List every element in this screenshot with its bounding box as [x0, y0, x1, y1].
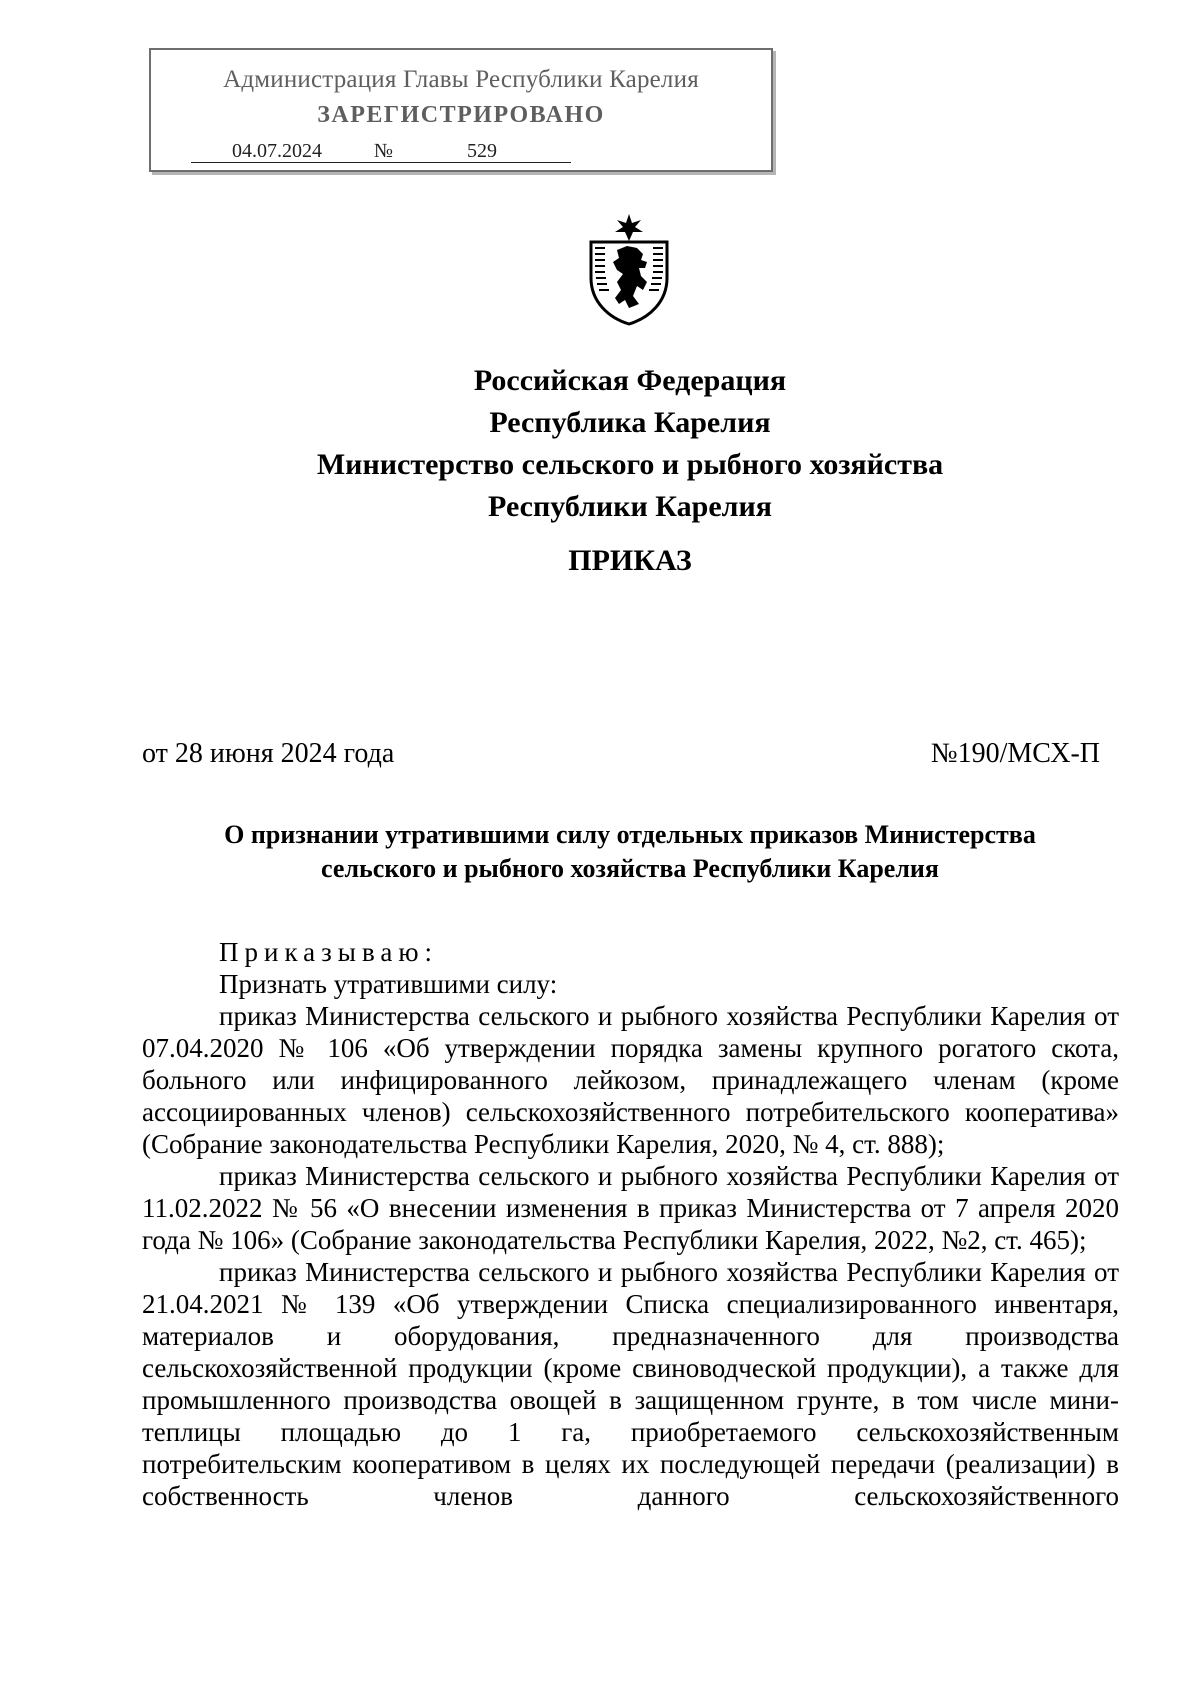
ministry-heading-line1: Министерство сельского и рыбного хозяйства — [316, 448, 944, 481]
order-title-line1: О признании утратившими силу отдельных приказов Министерства — [224, 820, 1036, 849]
ministry-heading-line2: Республики Карелия — [488, 490, 772, 523]
karelia-coat-of-arms-icon — [583, 212, 675, 326]
stamp-number: 529 — [393, 140, 571, 163]
region-heading: Республика Карелия — [489, 406, 771, 439]
repealed-order-3: приказ Министерства сельского и рыбного хозяйства Республики Карелия от 21.04.2021 № 139 «Об утверждении Списка специализированного инвентаря, материалов и оборудования, предназначенного для производства сельскохозяйственной продукции (кроме свиноводческой продукции), а также для промышленного производства овощей в защищенном грунте, в том числе мини-теплицы площадью до 1 га, приобретаемого сельскохозяйственным потребительским кооперативом в целях их последующей передачи (реализации) в собственность членов данного сельскохозяйственного — [142, 1257, 1119, 1511]
order-body — [142, 936, 1119, 1512]
stamp-status: ЗАРЕГИСТРИРОВАНО — [317, 102, 605, 128]
stamp-number-label: № — [363, 140, 393, 163]
stamp-registration-row — [191, 140, 571, 163]
repealed-order-1: приказ Министерства сельского и рыбного хозяйства Республики Карелия от 07.04.2020 № 106 «Об утверждении порядка замены крупного рогатого скота, больного или инфицированного лейкозом, принадлежащего членам (кроме ассоциированных членов) сельскохозяйственного потребительского кооператива» (Собрание законодательства Республики Карелия, 2020, № 4, ст. 888); — [142, 1001, 1119, 1159]
order-date-line — [142, 738, 1100, 778]
registration-stamp — [149, 48, 773, 172]
order-date: от 28 июня 2024 года — [142, 738, 395, 769]
order-number: №190/МСХ-П — [930, 738, 1100, 769]
stamp-authority: Администрация Главы Республики Карелия — [223, 66, 699, 93]
country-heading: Российская Федерация — [473, 364, 787, 397]
stamp-date: 04.07.2024 — [191, 140, 363, 163]
repealed-order-2: приказ Министерства сельского и рыбного хозяйства Республики Карелия от 11.02.2022 № 56 «О внесении изменения в приказ Министерства от 7 апреля 2020 года № 106» (Собрание законодательства Республики Карелия, 2022, №2, ст. 465); — [142, 1161, 1119, 1255]
order-title-line2: сельского и рыбного хозяйства Республики Карелия — [321, 854, 939, 883]
order-intro: Признать утратившими силу: — [219, 969, 558, 999]
order-directive: Приказываю: — [219, 937, 438, 967]
document-type-heading: ПРИКАЗ — [568, 544, 692, 577]
